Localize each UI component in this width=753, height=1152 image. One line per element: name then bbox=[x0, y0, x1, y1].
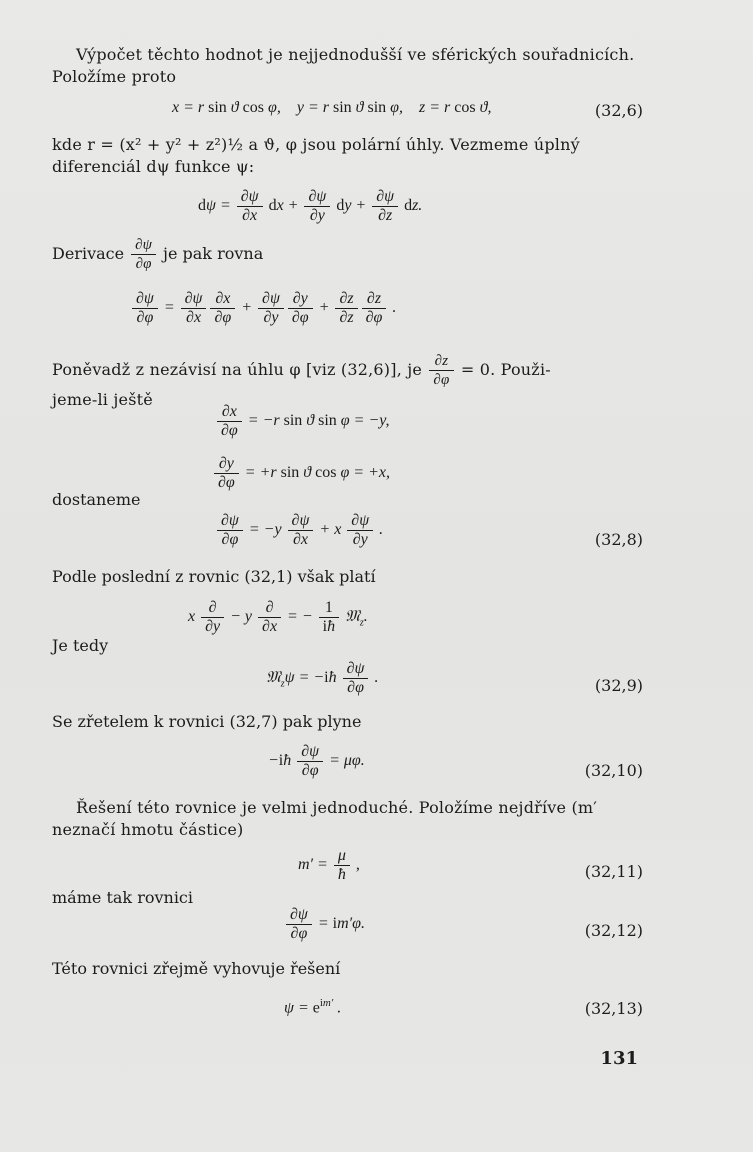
equation-number: (32,6) bbox=[594, 101, 643, 120]
paragraph-kde: kde r = (x² + y² + z²)½ a ϑ, φ jsou polární úhly. Vezmeme úplný diferenciál dψ funkce ψ: bbox=[52, 135, 580, 176]
equation-reduced: $\frac{\partial\psi}{\partial\varphi}$ = im′φ. bbox=[284, 906, 365, 943]
equation-angular-momentum: x $\frac{\partial}{\partial y}$ − y $\frac{\partial}{\partial x}$ = − $\frac{1}{iħ}$ 𝔐$_z$. bbox=[188, 599, 368, 635]
equation-number: (32,8) bbox=[594, 530, 643, 549]
equation-spherical-coords: x = r sin ϑ cos φ, y = r sin ϑ sin φ, z = r cos ϑ, bbox=[172, 99, 492, 116]
equation-mz-psi: 𝔐$_z$ψ = −iħ $\frac{\partial\psi}{\partial\varphi}$ . bbox=[266, 660, 379, 696]
page-number: 131 bbox=[600, 1048, 638, 1069]
paragraph-reseni: Řešení této rovnice je velmi jednoduché. Položíme nejdříve (m′ neznačí hmotu částice) bbox=[52, 798, 598, 839]
paragraph-derivace: Derivace $\frac{\partial\psi}{\partial\varphi}$ je pak rovna bbox=[52, 237, 264, 272]
equation-total-differential: dψ = $\frac{\partial\psi}{\partial x}$ dx + $\frac{\partial\psi}{\partial y}$ dy + $\frac{\partial\psi}{\partial z}$ dz. bbox=[198, 188, 423, 224]
paragraph-dostaneme: dostaneme bbox=[52, 490, 141, 509]
equation-solution: $\psi = e^{im'}$ . bbox=[284, 997, 342, 1017]
paragraph-intro: Výpočet těchto hodnot je nejjednodušší ve sférických souřadnicích. Položíme proto bbox=[52, 45, 635, 86]
equation-number: (32,11) bbox=[584, 862, 643, 881]
equation-number: (32,12) bbox=[584, 921, 643, 940]
equation-dy-dphi: $\frac{\partial y}{\partial\varphi}$ = +r sin ϑ cos φ = +x, bbox=[212, 455, 390, 492]
paragraph-podle: Podle poslední z rovnic (32,1) však platí bbox=[52, 567, 376, 586]
equation-eigen: −iħ $\frac{\partial\psi}{\partial\varphi}$ = μφ. bbox=[268, 743, 365, 779]
equation-dpsi-dphi: $\frac{\partial\psi}{\partial\varphi}$ = −y $\frac{\partial\psi}{\partial x}$ + x $\frac{\partial\psi}{\partial y}$ . bbox=[215, 512, 383, 549]
paragraph-ponevadz: Poněvadž z nezávisí na úhlu φ [viz (32,6)], je $\frac{\partial z}{\partial\varphi}$ = 0. Použi- jeme-li ještě bbox=[52, 353, 551, 409]
paragraph-mame-tak: máme tak rovnici bbox=[52, 888, 194, 907]
equation-chain-rule: $\frac{\partial\psi}{\partial\varphi}$ = $\frac{\partial\psi}{\partial x}$ $\frac{\partial x}{\partial\varphi}$ + $\frac{\partial\psi}{\partial y}$ $\frac{\partial y}{\partial\varphi}$ + $\frac{\partial z}{\partial z}$ $\frac{\partial z}{\partial\varphi}$ . bbox=[130, 290, 396, 327]
paragraph-je-tedy: Je tedy bbox=[52, 636, 109, 655]
equation-dx-dphi: $\frac{\partial x}{\partial\varphi}$ = −r sin ϑ sin φ = −y, bbox=[215, 403, 389, 440]
equation-number: (32,13) bbox=[584, 999, 643, 1018]
equation-m-prime: m′ = $\frac{\mu}{ħ}$ , bbox=[298, 847, 360, 883]
paragraph-se-zretelem: Se zřetelem k rovnici (32,7) pak plyne bbox=[52, 712, 362, 731]
equation-number: (32,10) bbox=[584, 761, 643, 780]
equation-number: (32,9) bbox=[594, 676, 643, 695]
paragraph-teto-rovnici: Této rovnici zřejmě vyhovuje řešení bbox=[52, 959, 341, 978]
